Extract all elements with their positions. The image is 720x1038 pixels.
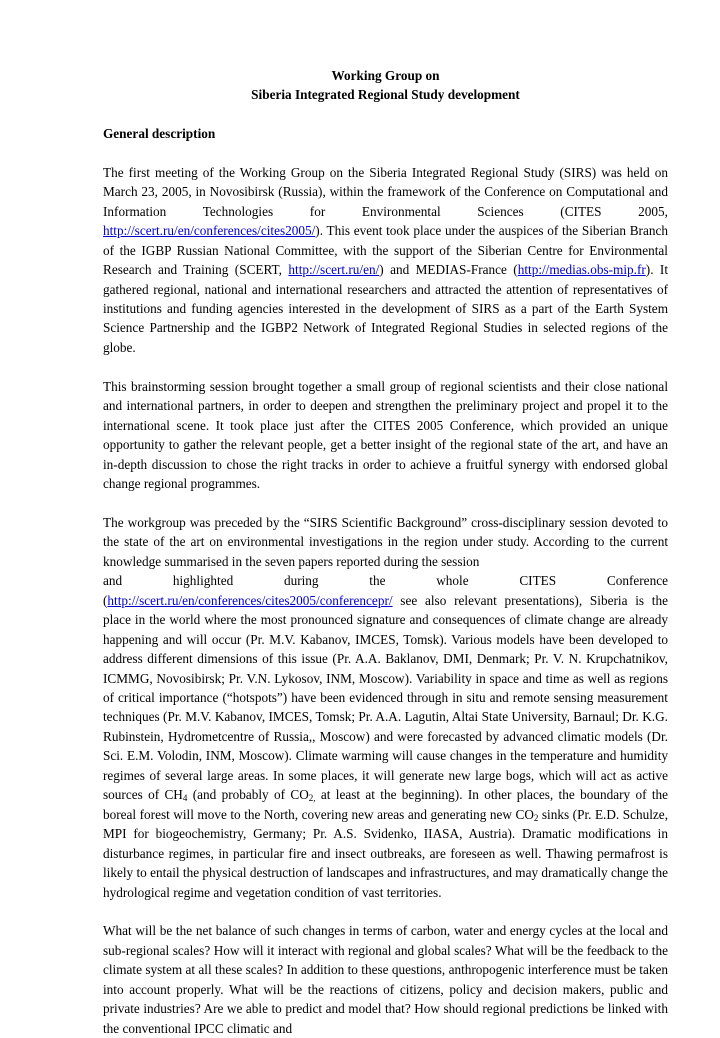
- paragraph-text: see also relevant presentations), Siberia is the place in the world where the most pronounced signature and consequences of climate change are already happening and will occur (Pr. M.V. Kabanov, IMCES, Tomsk). Various models have been developed to address different dimensions of this issue (Pr. A.A. Baklanov, DMI, Denmark; Pr. V. N. Krupchatnikov, ICMMG, Novosibirsk; Pr. V.N. Lykosov, INM, Moscow). Variability in space and time as well as regions of critical importance (“hotspots”) have been evidenced through in situ and remote sensing measurement techniques (Pr. M.V. Kabanov, IMCES, Tomsk; Pr. A.A. Lagutin, Altai State University, Barnaul; Dr. K.G. Rubinstein, Hydrometcentre of Russia,, Moscow) and were forecasted by advanced climatic models (Dr. Sci. E.M. Volodin, INM, Moscow). Climate warming will cause changes in the temperature and humidity regimes of several large areas. In some places, it will generate new large bogs, which will act as active sources of CH: [103, 592, 668, 803]
- paragraph-text: ) and MEDIAS-France (: [379, 262, 518, 278]
- word: and: [103, 573, 123, 589]
- paragraph-1: [103, 163, 668, 358]
- subscript: 4: [182, 793, 188, 804]
- cites2005-link[interactable]: http://scert.ru/en/conferences/cites2005/: [103, 223, 316, 239]
- subscript: 2: [533, 812, 539, 823]
- paragraph-3-spread-line: [103, 571, 668, 590]
- title-line-2: Siberia Integrated Regional Study development: [251, 87, 520, 103]
- medias-link[interactable]: http://medias.obs-mip.fr: [517, 262, 646, 278]
- word: the: [369, 573, 386, 589]
- document-title: [103, 66, 668, 105]
- word: highlighted: [172, 573, 234, 589]
- paragraph-4: What will be the net balance of such changes in terms of carbon, water and energy cycles at the local and sub-regional scales? How will it interact with regional and global scales? What will be the feedback to the climate system at all these scales? In addition to these questions, anthropogenic interference must be taken into account properly. What will be the reactions of citizens, policy and decision makers, public and private industries? Are we able to predict and model that? How should regional predictions be linked with the conventional IPCC climatic and: [103, 923, 668, 1036]
- paragraph-text: ). It gathered regional, national and international researchers and attracted the attention of representatives of institutions and funding agencies interested in the development of SIRS as a part of the Earth System Science Partnership and the IGBP2 Network of Integrated Regional Studies in selected regions of the globe.: [103, 262, 668, 355]
- paragraph-text: The first meeting of the Working Group on the Siberia Integrated Regional Study (SIRS) was held on March 23, 2005, in Novosibirsk (Russia), within the framework of the Conference on Computational and Information Technologies for Environmental Sciences (CITES 2005,: [103, 164, 668, 219]
- paragraph-3-body: [103, 591, 668, 902]
- paragraph-2: This brainstorming session brought together a small group of regional scientists and their close national and international partners, in order to deepen and strengthen the preliminary project and propel it to the international scene. It took place just after the CITES 2005 Conference, which provided an unique opportunity to gather the relevant people, get a better insight of the regional state of the art, and have an in-depth discussion to chose the right tracks in order to achieve a fruitful synergy with endorsed global change regional programmes.: [103, 378, 668, 492]
- subscript: 2,: [308, 793, 316, 804]
- paragraph-3: [103, 513, 668, 902]
- scert-link[interactable]: http://scert.ru/en/: [288, 262, 380, 278]
- word: during: [283, 573, 319, 589]
- title-line-1: Working Group on: [331, 68, 440, 83]
- paragraph-text: at least at the beginning). In other places, the boundary of the boreal forest will move to the North, covering new areas and generating new CO: [103, 787, 669, 822]
- paragraph-text: (and probably of CO: [187, 787, 309, 803]
- word: CITES: [519, 573, 557, 589]
- word: Conference: [606, 573, 668, 589]
- word: whole: [436, 573, 469, 589]
- paragraph-3-intro: The workgroup was preceded by the “SIRS Scientific Background” cross-disciplinary session devoted to the state of the art on environmental investigations in the region under study. According to the current knowledge summarised in the seven papers reported during the session: [103, 514, 668, 569]
- paragraph-text: (: [103, 592, 108, 608]
- section-heading: General description: [103, 125, 216, 141]
- conference-program-link[interactable]: http://scert.ru/en/conferences/cites2005/conferencepr/: [107, 592, 393, 608]
- paragraph-text: sinks (Pr. E.D. Schulze, MPI for biogeochemistry, Germany; Pr. A.S. Svidenko, IIASA, Austria). Dramatic modifications in disturbance regimes, in particular fire and insect outbreaks, are foreseen as well. Thawing permafrost is likely to entail the physical destruction of landscapes and infrastructures, and may dramatically change the hydrological regime and vegetation condition of vast territories.: [103, 806, 669, 900]
- paragraph-text: ). This event took place under the auspices of the Siberian Branch of the IGBP Russian National Committee, with the support of the Siberian Centre for Environmental Research and Training (SCERT,: [103, 223, 668, 278]
